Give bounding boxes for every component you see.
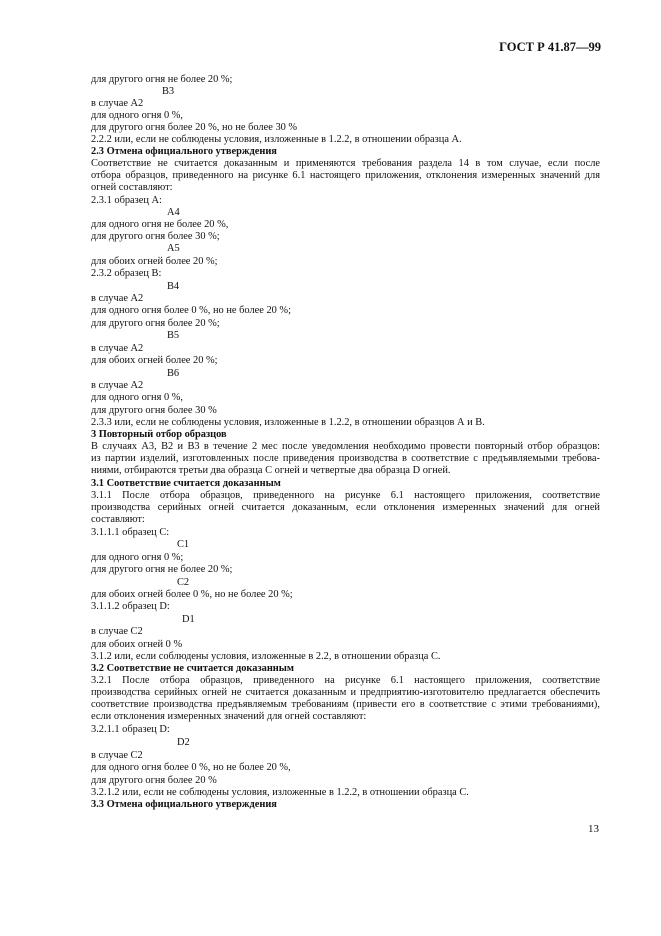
text-line: 3.1.1.2 образец D: (91, 601, 170, 612)
case-label: D1 (182, 614, 195, 625)
section-heading: 3.1 Соответствие считается доказанным (91, 478, 281, 489)
case-label: B6 (167, 368, 180, 379)
paragraph-line: 3.2.1 После отбора образцов, приведенного на рисунке 6.1 настоящего приложения, соответствие (91, 675, 600, 686)
text-line: для другого огня более 20 % (91, 775, 217, 786)
case-label: A4 (167, 207, 180, 218)
text-line: для другого огня не более 20 %; (91, 74, 233, 85)
text-line: для другого огня более 30 % (91, 405, 217, 416)
text-line: 3.1.1.1 образец С: (91, 527, 170, 538)
text-line: в случае А2 (91, 343, 144, 354)
section-heading: 3.2 Соответствие не считается доказанным (91, 663, 294, 674)
text-line: для другого огня не более 20 %; (91, 564, 233, 575)
text-line: 2.3.3 или, если не соблюдены условия, изложенные в 1.2.2, в отношении образцов А и В. (91, 417, 485, 428)
paragraph-line: Соответствие не считается доказанным и применяются требования раздела 14 в том случае, если после (91, 158, 600, 169)
text-line: для одного огня 0 %, (91, 392, 184, 403)
paragraph-line: из партии изделий, изготовленных после приведения производства в соответствие с предъявляемыми требова- (91, 453, 600, 464)
paragraph-line: В случаях А3, В2 и В3 в течение 2 мес после уведомления необходимо провести повторный отбор образцов: (91, 441, 600, 452)
text-line: для одного огня более 0 %, но не более 20 %; (91, 305, 291, 316)
standard-header: ГОСТ Р 41.87—99 (499, 40, 601, 54)
case-label: C1 (177, 539, 190, 550)
paragraph-line: производства серийных огней не считается доказанным и предприятию-изготовителю предлагается обеспечить (91, 687, 600, 698)
case-label: C2 (177, 577, 190, 588)
text-line: в случае А2 (91, 380, 144, 391)
case-label: B5 (167, 330, 180, 341)
text-line: для обоих огней более 20 %; (91, 256, 218, 267)
paragraph-line: ниями, отбираются третьи два образца С огней и четвертые два образца D огней. (91, 465, 451, 476)
case-label: D2 (177, 737, 190, 748)
text-line: для другого огня более 20 %; (91, 318, 220, 329)
paragraph-line: соответствие производства предъявляемым требованиям (привести его в соответствие с этими требованиями), (91, 699, 600, 710)
text-line: для обоих огней 0 % (91, 639, 183, 650)
text-line: 3.2.1.2 или, если не соблюдены условия, изложенные в 1.2.2, в отношении образца С. (91, 787, 469, 798)
text-line: для другого огня более 20 %, но не более 30 % (91, 122, 298, 133)
text-line: для одного огня 0 %; (91, 552, 184, 563)
text-line: для одного огня более 0 %, но не более 20 %, (91, 762, 291, 773)
text-line: 2.3.2 образец В: (91, 268, 162, 279)
paragraph-line: составляют: (91, 514, 145, 525)
text-line: для другого огня более 30 %; (91, 231, 220, 242)
paragraph-line: если отклонения измеренных значений для огней составляют: (91, 711, 367, 722)
text-line: для обоих огней более 0 %, но не более 20 %; (91, 589, 293, 600)
text-line: 2.2.2 или, если не соблюдены условия, изложенные в 1.2.2, в отношении образца А. (91, 134, 462, 145)
paragraph-line: отбора образцов, приведенного на рисунке 6.1 настоящего приложения, отклонения измеренных значений для (91, 170, 600, 181)
section-heading: 2.3 Отмена официального утверждения (91, 146, 277, 157)
case-label: B4 (167, 281, 180, 292)
paragraph-line: огней составляют: (91, 182, 173, 193)
text-line: в случае А2 (91, 98, 144, 109)
text-line: в случае С2 (91, 626, 143, 637)
text-line: 2.3.1 образец А: (91, 195, 162, 206)
paragraph-line: производства серийных огней считается доказанным, если отклонения измеренных значений для огней (91, 502, 600, 513)
case-label: B3 (162, 86, 175, 97)
case-label: A5 (167, 243, 180, 254)
text-line: для одного огня не более 20 %, (91, 219, 229, 230)
text-line: 3.2.1.1 образец D: (91, 724, 170, 735)
text-line: в случае А2 (91, 293, 144, 304)
section-heading: 3.3 Отмена официального утверждения (91, 799, 277, 810)
paragraph-line: 3.1.1 После отбора образцов, приведенного на рисунке 6.1 настоящего приложения, соответствие (91, 490, 600, 501)
text-line: в случае С2 (91, 750, 143, 761)
text-line: для обоих огней более 20 %; (91, 355, 218, 366)
page-number: 13 (588, 823, 599, 835)
section-heading: 3 Повторный отбор образцов (91, 429, 227, 440)
text-line: 3.1.2 или, если соблюдены условия, изложенные в 2.2, в отношении образца С. (91, 651, 441, 662)
text-line: для одного огня 0 %, (91, 110, 184, 121)
